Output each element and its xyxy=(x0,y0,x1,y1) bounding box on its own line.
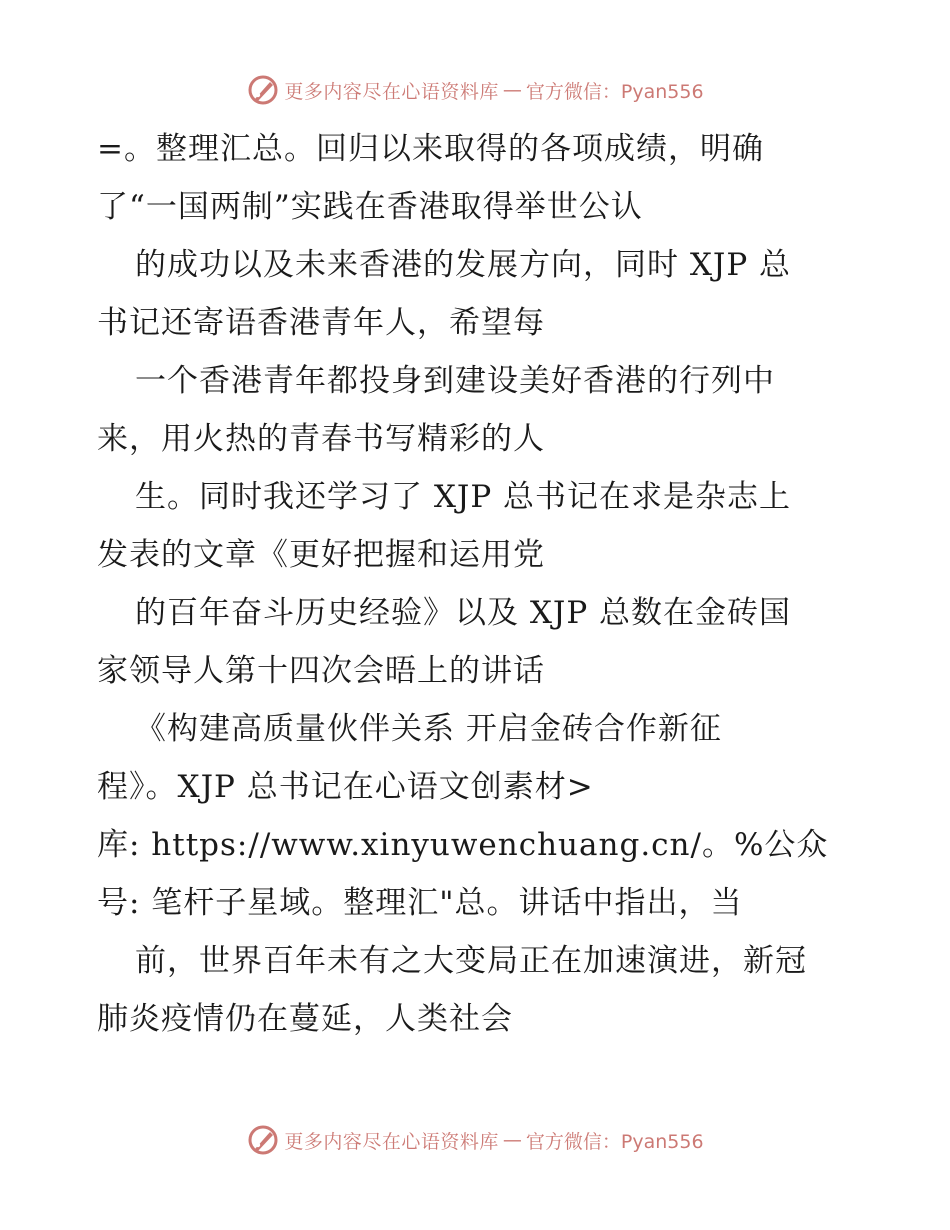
text-line: 号: 笔杆子星域。整理汇"总。讲话中指出，当 xyxy=(97,885,743,921)
text-line: 生。同时我还学习了 XJP 总书记在求是杂志上 xyxy=(135,479,792,515)
banner-content xyxy=(246,1123,703,1157)
text-line: =。整理汇总。回归以来取得的各项成绩，明确 xyxy=(97,131,764,167)
text-line: 了“一国两制”实践在香港取得举世公认 xyxy=(97,189,643,225)
banner-wechat: 官方微信：Pyan556 xyxy=(525,1130,704,1153)
text-line: 一个香港青年都投身到建设美好香港的行列中 xyxy=(135,363,775,399)
banner-content xyxy=(246,73,703,107)
text-line: 家领导人第十四次会晤上的讲话 xyxy=(97,653,545,689)
text-line: 《构建高质量伙伴关系 开启金砖合作新征 xyxy=(135,711,722,747)
text-line: 发表的文章《更好把握和运用党 xyxy=(97,537,545,573)
text-line: 库: https://www.xinyuwenchuang.cn/。%公众 xyxy=(97,827,829,863)
text-line: 程》。XJP 总书记在心语文创素材> xyxy=(97,769,594,805)
text-line: 肺炎疫情仍在蔓延，人类社会 xyxy=(97,1001,513,1037)
text-line: 的成功以及未来香港的发展方向，同时 XJP 总 xyxy=(135,247,792,283)
text-line: 来，用火热的青春书写精彩的人 xyxy=(97,421,545,457)
footer-banner xyxy=(0,1120,950,1160)
banner-title: 更多内容尽在心语资料库 xyxy=(284,1130,499,1153)
pen-circle-logo-icon xyxy=(246,1123,280,1157)
pen-circle-logo-icon xyxy=(246,73,280,107)
header-banner xyxy=(0,70,950,110)
text-line: 前，世界百年未有之大变局正在加速演进，新冠 xyxy=(135,943,807,979)
banner-separator: — xyxy=(502,1129,522,1151)
banner-wechat: 官方微信：Pyan556 xyxy=(525,80,704,103)
banner-title: 更多内容尽在心语资料库 xyxy=(284,80,499,103)
banner-separator: — xyxy=(502,79,522,101)
text-line: 的百年奋斗历史经验》以及 XJP 总数在金砖国 xyxy=(135,595,792,631)
text-line: 书记还寄语香港青年人，希望每 xyxy=(97,305,545,341)
